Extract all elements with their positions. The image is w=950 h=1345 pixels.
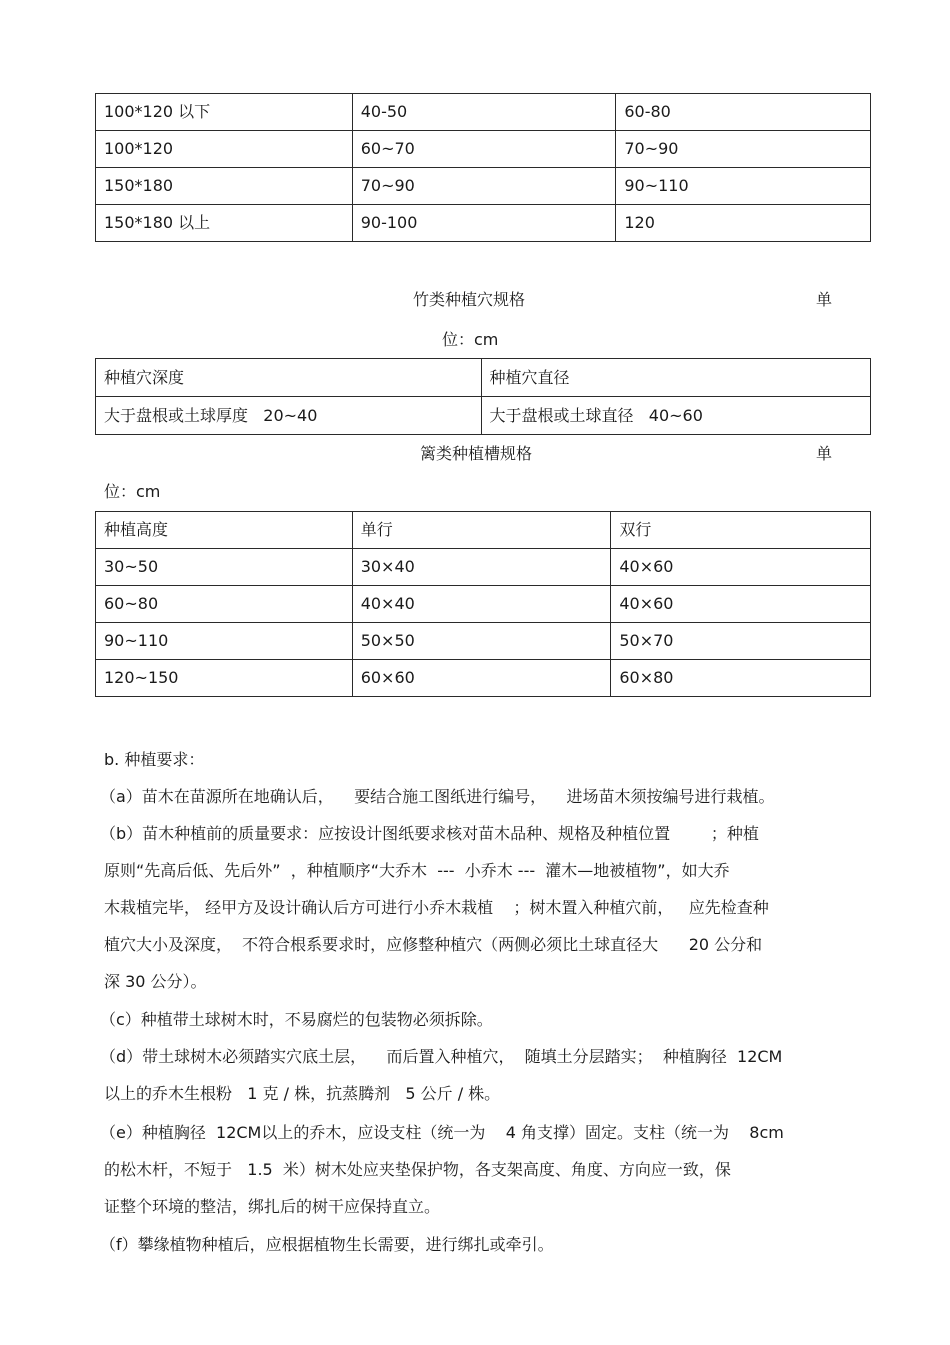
hedge-table-title: 篱类种植槽规格 [420, 444, 533, 463]
paragraph-line: 深 30 公分）。 [104, 972, 207, 991]
section-heading: b. 种植要求： [104, 750, 205, 769]
table-header-cell: 种植高度 [96, 512, 353, 549]
table-cell: 40-50 [352, 94, 616, 131]
bamboo-unit-label: 单 [816, 290, 833, 309]
table-cell: 90-100 [352, 205, 616, 242]
table-row [96, 168, 871, 205]
table-cell: 30×40 [352, 549, 611, 586]
paragraph-line: （a）苗木在苗源所在地确认后， 要结合施工图纸进行编号， 进场苗木须按编号进行栽植。 [100, 787, 775, 806]
spec-table-hedge [95, 511, 871, 697]
table-cell: 40×60 [611, 586, 871, 623]
bamboo-unit-value: 位：cm [442, 330, 499, 349]
bamboo-table-title: 竹类种植穴规格 [413, 290, 526, 309]
table-header-row [96, 359, 871, 397]
paragraph-line: （d）带土球树木必须踏实穴底土层， 而后置入种植穴， 随填土分层踏实； 种植胸径 12CM [100, 1047, 783, 1066]
table-cell: 150*180 以上 [96, 205, 353, 242]
table-row [96, 549, 871, 586]
table-row [96, 660, 871, 697]
hedge-unit-value: 位：cm [104, 482, 161, 501]
table-header-row [96, 512, 871, 549]
table-cell: 40×40 [352, 586, 611, 623]
table-row [96, 623, 871, 660]
table-row [96, 397, 871, 435]
paragraph-line: （e）种植胸径 12CM以上的乔木，应设支柱（统一为 4 角支撑）固定。支柱（统一为 8cm [100, 1123, 784, 1142]
table-row [96, 94, 871, 131]
table-cell: 40×60 [611, 549, 871, 586]
table-cell: 120~150 [96, 660, 353, 697]
table-cell: 60-80 [616, 94, 871, 131]
table-cell: 30~50 [96, 549, 353, 586]
table-header-cell: 双行 [611, 512, 871, 549]
table-cell: 60×80 [611, 660, 871, 697]
table-cell: 60~70 [352, 131, 616, 168]
hedge-unit-label: 单 [816, 444, 833, 463]
table-row [96, 131, 871, 168]
table-cell: 大于盘根或土球直径 40~60 [481, 397, 871, 435]
table-cell: 100*120 [96, 131, 353, 168]
table-header-cell: 种植穴深度 [96, 359, 482, 397]
table-cell: 50×50 [352, 623, 611, 660]
table-row [96, 205, 871, 242]
paragraph-line: 证整个环境的整洁，绑扎后的树干应保持直立。 [104, 1197, 441, 1216]
paragraph-line: （f）攀缘植物种植后，应根据植物生长需要，进行绑扎或牵引。 [100, 1235, 554, 1254]
table-cell: 大于盘根或土球厚度 20~40 [96, 397, 482, 435]
paragraph-line: （b）苗木种植前的质量要求：应按设计图纸要求核对苗木品种、规格及种植位置 ；种植 [100, 824, 759, 843]
paragraph-line: 木栽植完毕， 经甲方及设计确认后方可进行小乔木栽植 ；树木置入种植穴前， 应先检查种 [104, 898, 769, 917]
table-cell: 70~90 [616, 131, 871, 168]
table-cell: 60×60 [352, 660, 611, 697]
table-cell: 150*180 [96, 168, 353, 205]
paragraph-line: 原则“先高后低、先后外” ，种植顺序“大乔木 --- 小乔木 --- 灌木—地被植物”，如大乔 [104, 861, 730, 880]
paragraph-line: （c）种植带土球树木时，不易腐烂的包装物必须拆除。 [100, 1010, 493, 1029]
table-cell: 60~80 [96, 586, 353, 623]
paragraph-line: 的松木杆，不短于 1.5 米）树木处应夹垫保护物，各支架高度、角度、方向应一致，保 [104, 1160, 731, 1179]
table-cell: 70~90 [352, 168, 616, 205]
table-row [96, 586, 871, 623]
table-cell: 50×70 [611, 623, 871, 660]
spec-table-trees [95, 93, 871, 242]
table-cell: 90~110 [616, 168, 871, 205]
table-cell: 100*120 以下 [96, 94, 353, 131]
paragraph-line: 植穴大小及深度， 不符合根系要求时，应修整种植穴（两侧必须比土球直径大 20 公分和 [104, 935, 763, 954]
table-header-cell: 种植穴直径 [481, 359, 871, 397]
table-cell: 90~110 [96, 623, 353, 660]
table-header-cell: 单行 [352, 512, 611, 549]
table-cell: 120 [616, 205, 871, 242]
paragraph-line: 以上的乔木生根粉 1 克 / 株，抗蒸腾剂 5 公斤 / 株。 [104, 1084, 501, 1103]
spec-table-bamboo [95, 358, 871, 435]
